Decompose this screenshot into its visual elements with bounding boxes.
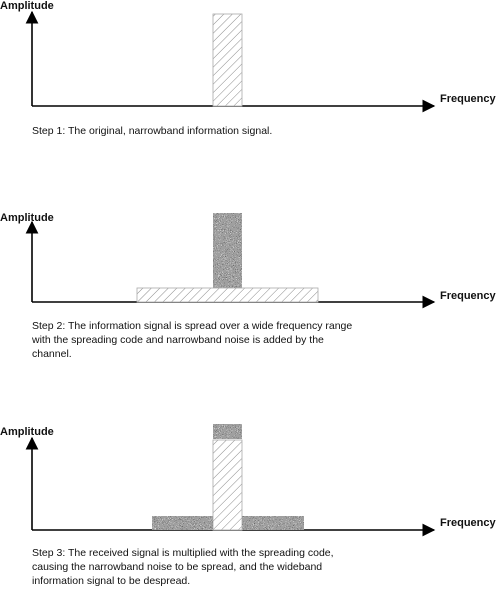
narrowband-noise-bar (213, 213, 242, 288)
step-1-caption: Step 1: The original, narrowband information signal. (32, 125, 273, 137)
step-2-caption: Step 2: The information signal is spread over a wide frequency range with the spreading code and narrowband noise is added by the channel. (32, 320, 353, 360)
x-axis-label: Frequency (440, 290, 496, 302)
spread-noise-left-bar (152, 516, 213, 530)
step-1-plot (0, 0, 500, 130)
panel-step-2 (0, 210, 500, 380)
y-axis-label: Amplitude (0, 0, 54, 12)
x-axis-label: Frequency (440, 517, 496, 529)
step-2-plot (0, 210, 500, 320)
y-axis-label: Amplitude (0, 426, 54, 438)
spread-signal-bar (137, 288, 318, 302)
residual-noise-top-bar (213, 424, 242, 439)
y-axis-label: Amplitude (0, 212, 54, 224)
panel-step-1 (0, 0, 500, 170)
spread-noise-right-bar (242, 516, 304, 530)
narrowband-signal-bar (213, 14, 242, 106)
panel-step-3 (0, 420, 500, 604)
step-3-plot (0, 420, 500, 540)
despread-signal-bar (213, 440, 242, 530)
step-3-caption: Step 3: The received signal is multiplied with the spreading code, causing the narrowband noise to be spread, and the wideband information signal to be despread. (32, 547, 334, 587)
x-axis-label: Frequency (440, 93, 496, 105)
